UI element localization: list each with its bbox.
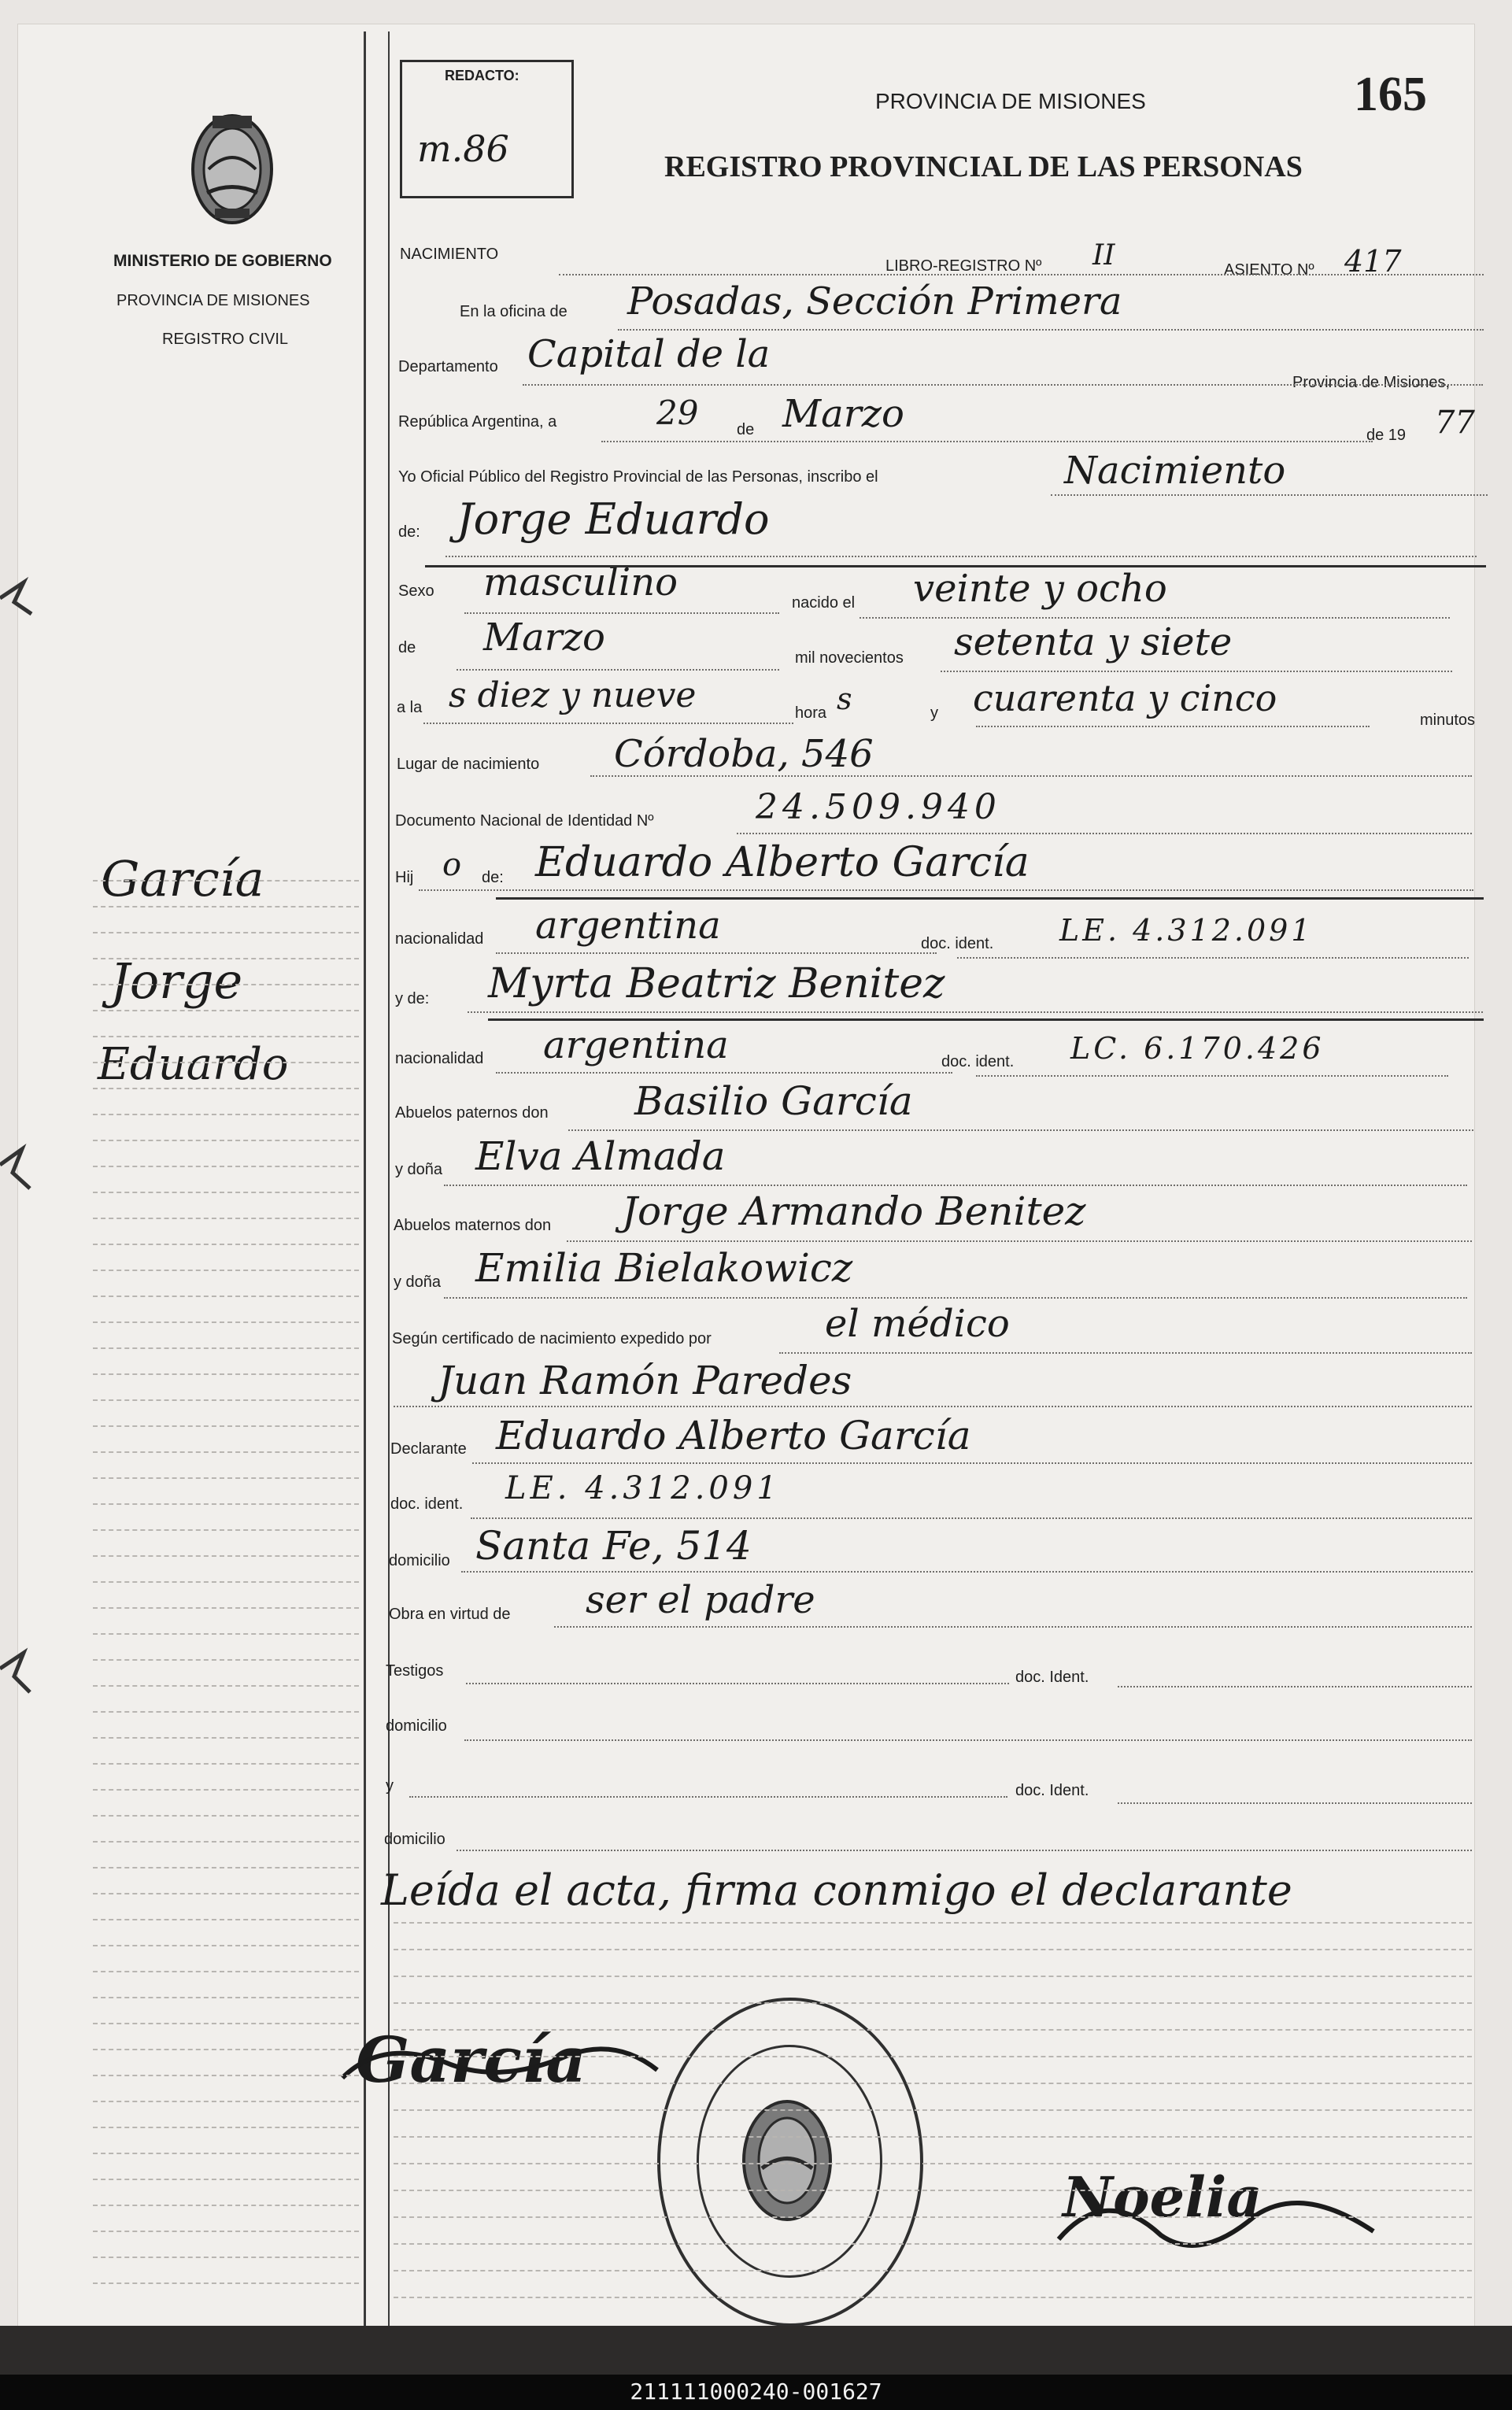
- form-ruled-line: [394, 1949, 1472, 1950]
- margin-ruled-line: [93, 1010, 359, 1011]
- margin-ruled-line: [93, 1347, 359, 1349]
- margin-ruled-line: [93, 1321, 359, 1323]
- margin-ruled-line: [93, 1997, 359, 1998]
- hij-de-label: de:: [482, 869, 504, 886]
- provincia-suffix: Provincia de Misiones,: [1292, 374, 1451, 391]
- minutos-label: minutos: [1420, 712, 1476, 729]
- closing-statement: Leída el acta, firma conmigo el declarante: [381, 1865, 1292, 1915]
- seal-coat-of-arms-icon: [732, 2094, 842, 2227]
- margin-ruled-line: [93, 1971, 359, 1972]
- mil-label: mil novecientos: [795, 649, 904, 667]
- form-dotted-line: [471, 1517, 1472, 1519]
- margin-ruled-line: [93, 880, 359, 882]
- margin-ruled-line: [93, 2257, 359, 2258]
- margin-ruled-line: [93, 2153, 359, 2154]
- margin-ruled-line: [93, 984, 359, 985]
- abuelos-pat-label: Abuelos paternos don: [395, 1104, 549, 1122]
- form-dotted-line: [957, 957, 1469, 959]
- margin-ruled-line: [93, 1633, 359, 1635]
- margin-ruled-line: [93, 1425, 359, 1427]
- margin-ruled-line: [93, 1945, 359, 1946]
- margin-ruled-line: [93, 2023, 359, 2024]
- hora-value: s diez y nueve: [449, 675, 697, 715]
- asiento-label: ASIENTO Nº: [1224, 261, 1314, 279]
- form-ruled-line: [394, 2190, 1472, 2191]
- padre-doc-label: doc. ident.: [921, 935, 994, 952]
- form-dotted-line: [464, 612, 779, 614]
- obra-label: Obra en virtud de: [389, 1606, 511, 1623]
- form-dotted-line: [523, 384, 1483, 386]
- form-dotted-line: [496, 1072, 952, 1074]
- form-dotted-line: [976, 726, 1370, 727]
- form-dotted-line: [618, 329, 1484, 331]
- form-dotted-line: [464, 1739, 1472, 1741]
- declarante-doc-label: doc. ident.: [390, 1495, 464, 1513]
- form-dotted-line: [496, 952, 937, 954]
- margin-ruled-line: [93, 1789, 359, 1791]
- abuelos-mat-label: Abuelos maternos don: [394, 1217, 552, 1234]
- margin-ruled-line: [93, 1711, 359, 1713]
- form-ruled-line: [394, 1922, 1472, 1924]
- form-ruled-line: [394, 2083, 1472, 2084]
- lugar-label: Lugar de nacimiento: [397, 756, 540, 773]
- abuelo-pat-value: Basilio García: [634, 1078, 913, 1124]
- form-dotted-line: [409, 1796, 1007, 1798]
- margin-ruled-line: [93, 1244, 359, 1245]
- margin-ruled-line: [93, 1088, 359, 1089]
- madre-doc-value: LC. 6.170.426: [1070, 1031, 1325, 1066]
- form-dotted-line: [590, 775, 1472, 777]
- margin-ruled-line: [93, 1270, 359, 1271]
- form-dotted-line: [457, 1850, 1472, 1851]
- margin-ruled-line: [93, 2075, 359, 2076]
- civil-registry-label: REGISTRO CIVIL: [162, 331, 289, 348]
- padre-underline: [496, 897, 1484, 900]
- scan-bottom-shadow: [0, 2326, 1512, 2375]
- redacto-label: REDACTO:: [445, 68, 519, 83]
- form-dotted-line: [1051, 494, 1488, 496]
- abuela-mat-value: Emilia Bielakowicz: [475, 1245, 853, 1291]
- form-dotted-line: [461, 1571, 1473, 1573]
- mes-nac-value: Marzo: [483, 615, 605, 660]
- domicilio-3-label: domicilio: [384, 1831, 445, 1848]
- nacido-value: veinte y ocho: [913, 567, 1167, 611]
- form-dotted-line: [941, 671, 1452, 672]
- province-label: PROVINCIA DE MISIONES: [116, 292, 310, 309]
- padre-nac-value: argentina: [535, 904, 721, 948]
- nacido-label: nacido el: [792, 594, 856, 612]
- form-dotted-line: [1118, 1802, 1472, 1804]
- form-ruled-line: [394, 1976, 1472, 1977]
- form-dotted-line: [394, 1406, 1472, 1407]
- margin-ruled-line: [93, 1737, 359, 1739]
- margin-ruled-line: [93, 1166, 359, 1167]
- form-dotted-line: [568, 1129, 1473, 1131]
- form-ruled-line: [394, 2056, 1472, 2057]
- medico-value: Juan Ramón Paredes: [438, 1358, 852, 1403]
- margin-ruled-line: [93, 1581, 359, 1583]
- certificado-value: el médico: [825, 1302, 1010, 1346]
- asiento-value: 417: [1344, 244, 1402, 279]
- declarante-doc-value: LE. 4.312.091: [505, 1470, 781, 1506]
- abuelo-mat-value: Jorge Armando Benitez: [622, 1188, 1086, 1234]
- margin-ruled-line: [93, 1893, 359, 1894]
- margin-ruled-line: [93, 906, 359, 907]
- form-dotted-line: [554, 1626, 1472, 1628]
- padre-doc-value: LE. 4.312.091: [1059, 913, 1314, 948]
- libro-label: LIBRO-REGISTRO Nº: [885, 257, 1042, 275]
- sexo-value: masculino: [483, 560, 678, 604]
- margin-ruled-line: [93, 1867, 359, 1868]
- form-dotted-line: [559, 274, 1484, 275]
- dni-value: 24.509.940: [756, 787, 1001, 827]
- obra-value: ser el padre: [586, 1578, 815, 1622]
- form-dotted-line: [466, 1683, 1009, 1684]
- oficina-label: En la oficina de: [460, 303, 567, 320]
- ministry-label: MINISTERIO DE GOBIERNO: [113, 252, 332, 270]
- official-signature: Noelia: [1063, 2164, 1262, 2230]
- padre-value: Eduardo Alberto García: [535, 839, 1030, 886]
- form-dotted-line: [601, 441, 1373, 442]
- testigos-label: Testigos: [386, 1662, 444, 1680]
- de-mes-label: de: [398, 639, 416, 656]
- margin-ruled-line: [93, 1218, 359, 1219]
- form-dotted-line: [860, 617, 1450, 619]
- margin-ruled-line: [93, 932, 359, 933]
- margin-first-name: Jorge: [110, 952, 243, 1010]
- form-ruled-line: [394, 2270, 1472, 2271]
- form-ruled-line: [394, 2109, 1472, 2111]
- margin-ruled-line: [93, 1062, 359, 1063]
- margin-ruled-line: [93, 1296, 359, 1297]
- abuela-mat-label: y doña: [394, 1273, 442, 1291]
- margin-ruled-line: [93, 2282, 359, 2284]
- margin-ruled-line: [93, 1815, 359, 1817]
- testigos-doc-2-label: doc. Ident.: [1015, 1782, 1089, 1799]
- form-ruled-line: [394, 2243, 1472, 2245]
- registry-title: REGISTRO PROVINCIAL DE LAS PERSONAS: [664, 150, 1303, 183]
- form-ruled-line: [394, 2029, 1472, 2031]
- hij-suffix: o: [442, 847, 462, 883]
- mes-value: Marzo: [782, 392, 904, 436]
- oficial-label: Yo Oficial Público del Registro Provincial de las Personas, inscribo el: [398, 468, 878, 486]
- margin-ruled-line: [93, 1763, 359, 1765]
- form-ruled-line: [394, 2163, 1472, 2164]
- lugar-value: Córdoba, 546: [614, 732, 874, 776]
- form-dotted-line: [737, 833, 1472, 834]
- margin-ruled-line: [93, 1841, 359, 1843]
- madre-underline: [488, 1018, 1484, 1021]
- margin-ruled-line: [93, 2231, 359, 2232]
- margin-middle-name: Eduardo: [98, 1039, 289, 1090]
- testigos-doc-label: doc. Ident.: [1015, 1669, 1089, 1686]
- margin-ruled-line: [93, 1607, 359, 1609]
- y-de-label: y de:: [395, 990, 430, 1007]
- binding-marks-icon: [0, 567, 39, 1708]
- margin-ruled-line: [93, 1140, 359, 1141]
- madre-nac-label: nacionalidad: [395, 1050, 484, 1067]
- form-dotted-line: [457, 669, 779, 671]
- hij-label: Hij: [395, 869, 414, 886]
- domicilio-value: Santa Fe, 514: [475, 1523, 752, 1569]
- margin-surname: García: [101, 850, 264, 907]
- province-title: PROVINCIA DE MISIONES: [875, 89, 1146, 113]
- horas-label: hora: [795, 704, 827, 722]
- domicilio-2-label: domicilio: [386, 1717, 447, 1735]
- margin-ruled-line: [93, 2101, 359, 2102]
- oficina-value: Posadas, Sección Primera: [627, 279, 1122, 323]
- margin-ruled-line: [93, 2127, 359, 2128]
- persona-value: Jorge Eduardo: [457, 494, 770, 544]
- form-dotted-line: [445, 556, 1477, 557]
- madre-value: Myrta Beatriz Benitez: [488, 960, 945, 1007]
- signature-flourish-icon: [335, 2015, 665, 2101]
- sexo-label: Sexo: [398, 582, 434, 600]
- page-number: 165: [1354, 68, 1427, 121]
- coat-of-arms-icon: [185, 106, 279, 228]
- de-label: de: [737, 421, 755, 438]
- margin-ruled-line: [93, 1192, 359, 1193]
- form-dotted-line: [419, 889, 1473, 891]
- form-ruled-line: [394, 2297, 1472, 2298]
- redacto-value: m.86: [417, 128, 509, 170]
- form-dotted-line: [976, 1075, 1448, 1077]
- certificado-label: Según certificado de nacimiento expedido por: [392, 1330, 712, 1347]
- form-ruled-line: [394, 2216, 1472, 2218]
- margin-divider-inner-line: [388, 31, 390, 2338]
- margin-ruled-line: [93, 1114, 359, 1115]
- margin-ruled-line: [93, 1919, 359, 1920]
- y-2-label: y: [386, 1777, 394, 1795]
- margin-ruled-line: [93, 1477, 359, 1479]
- hora-label: a la: [397, 699, 423, 716]
- document-id: 211111000240-001627: [630, 2379, 882, 2404]
- form-dotted-line: [423, 723, 793, 724]
- margin-ruled-line: [93, 1659, 359, 1661]
- form-ruled-line: [394, 2136, 1472, 2138]
- margin-ruled-line: [93, 1373, 359, 1375]
- form-dotted-line: [567, 1240, 1472, 1242]
- declarante-value: Eduardo Alberto García: [496, 1413, 971, 1458]
- margin-ruled-line: [93, 1451, 359, 1453]
- form-dotted-line: [444, 1185, 1467, 1186]
- margin-ruled-line: [93, 958, 359, 959]
- official-signature-stroke-icon: [1051, 2168, 1381, 2279]
- form-dotted-line: [1118, 1686, 1472, 1687]
- margin-ruled-line: [93, 1503, 359, 1505]
- dia-value: 29: [656, 394, 699, 432]
- anio-value: 77: [1435, 405, 1475, 441]
- dni-label: Documento Nacional de Identidad Nº: [395, 812, 654, 830]
- margin-ruled-line: [93, 1399, 359, 1401]
- domicilio-label: domicilio: [389, 1552, 450, 1569]
- madre-nac-value: argentina: [543, 1023, 729, 1067]
- margin-ruled-line: [93, 2179, 359, 2180]
- madre-doc-label: doc. ident.: [941, 1053, 1015, 1070]
- margin-ruled-line: [93, 1685, 359, 1687]
- libro-value: II: [1092, 239, 1115, 272]
- margin-ruled-line: [93, 1036, 359, 1037]
- nacimiento-label: NACIMIENTO: [400, 246, 499, 263]
- oficial-value: Nacimiento: [1064, 449, 1286, 493]
- declarante-label: Declarante: [390, 1440, 467, 1458]
- form-dotted-line: [779, 1352, 1472, 1354]
- y-label: y: [930, 704, 938, 722]
- mil-value: setenta y siete: [954, 620, 1233, 664]
- horas-suffix: s: [837, 682, 852, 716]
- republica-label: República Argentina, a: [398, 413, 557, 431]
- form-dotted-line: [444, 1297, 1467, 1299]
- declarant-signature: García: [356, 2023, 587, 2097]
- abuela-pat-label: y doña: [395, 1161, 443, 1178]
- margin-divider-line: [364, 31, 366, 2338]
- minutos-value: cuarenta y cinco: [973, 677, 1277, 719]
- margin-ruled-line: [93, 2205, 359, 2206]
- departamento-value: Capital de la: [527, 332, 771, 376]
- margin-ruled-line: [93, 1555, 359, 1557]
- form-ruled-line: [394, 2002, 1472, 2004]
- abuela-pat-value: Elva Almada: [475, 1133, 726, 1179]
- margin-ruled-line: [93, 1529, 359, 1531]
- form-dotted-line: [472, 1462, 1472, 1464]
- form-dotted-line: [468, 1011, 1483, 1013]
- margin-ruled-line: [93, 2049, 359, 2050]
- persona-underline: [425, 565, 1486, 567]
- padre-nac-label: nacionalidad: [395, 930, 484, 948]
- persona-de-label: de:: [398, 523, 420, 541]
- departamento-label: Departamento: [398, 358, 498, 375]
- anio-label: de 19: [1366, 427, 1407, 444]
